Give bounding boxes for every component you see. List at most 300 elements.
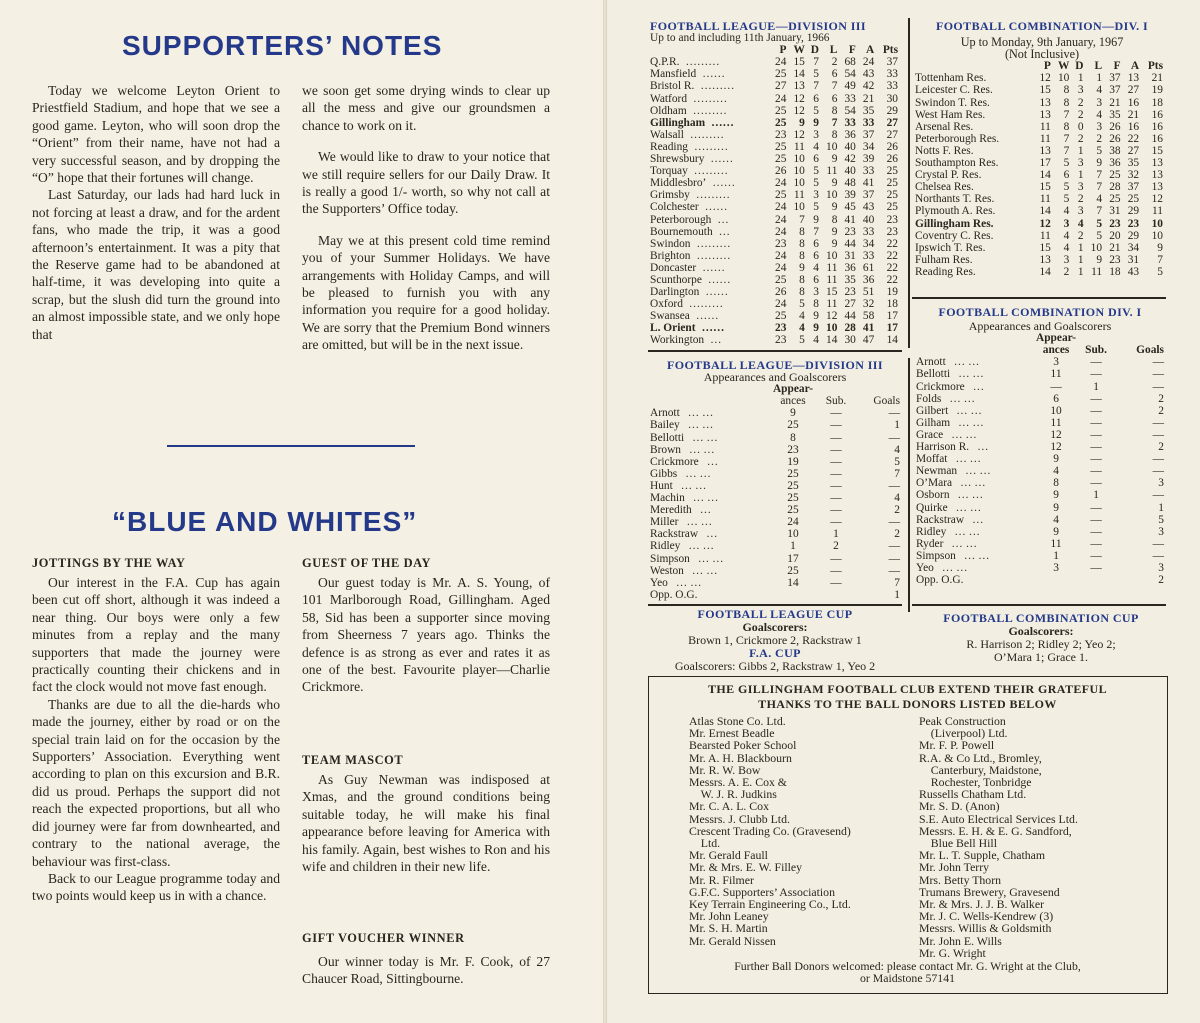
team-label: Fulham Res.	[915, 253, 973, 266]
fa-cup-scorers: Goalscorers: Gibbs 2, Rackstraw 1, Yeo 2	[674, 659, 876, 673]
stat-cell: 8	[831, 213, 838, 226]
stat-cell: 1	[1077, 169, 1084, 182]
stat-cell: 4	[799, 322, 805, 335]
stat-cell: 23	[775, 128, 787, 141]
sub-cell: —	[830, 552, 842, 565]
appearances-cell: 4	[1053, 513, 1059, 526]
sub-cell	[1076, 574, 1116, 586]
sub-cell: —	[830, 419, 842, 432]
leader-dots: … …	[691, 564, 718, 577]
stat-cell: 6	[813, 273, 819, 286]
player-label: Ryder	[916, 537, 944, 550]
stat-cell: 13	[1039, 144, 1051, 157]
sub-header: Sub.	[825, 395, 847, 408]
goals-cell: —	[1152, 537, 1164, 550]
combination-scorers-subtitle: Appearances and Goalscorers	[968, 319, 1112, 334]
goals-cell: 2	[1158, 392, 1164, 405]
leader-dots: … …	[955, 501, 982, 514]
combination-scorers-table	[916, 332, 1164, 586]
team-name	[650, 201, 770, 213]
team-label: Coventry C. Res.	[915, 229, 994, 242]
sub-cell: —	[1090, 453, 1102, 466]
stat-cell: 14	[886, 334, 898, 347]
table-header-cell: F	[1113, 60, 1121, 73]
team-name	[650, 80, 770, 92]
stat-cell: 10	[793, 165, 805, 178]
donor-name: Mr. Gerald Faull	[689, 848, 768, 863]
table-header-cell: L	[1094, 60, 1103, 73]
sub-cell: —	[1090, 525, 1102, 538]
team-name	[650, 177, 770, 189]
sub-cell: —	[830, 407, 842, 420]
league-cup-section	[648, 608, 902, 673]
league-table-section	[650, 20, 902, 347]
donor-name: G.F.C. Supporters’ Association	[689, 884, 835, 899]
player-name	[916, 381, 1036, 393]
scorer-row	[916, 562, 1164, 574]
stat-cell: 27	[1127, 144, 1140, 157]
stat-cell: 24	[775, 177, 787, 190]
goals-cell: 1	[894, 419, 900, 432]
team-name	[650, 189, 770, 201]
goals-cell: 7	[894, 576, 900, 589]
paragraph: Our interest in the F.A. Cup has again been cut off short, although it was indeed a near thing. Our boys were only a few minutes from a replay and the many supporters that made the journey were practically counting their chickens and in fact the clock would not move fast enough.	[32, 575, 280, 695]
divider	[648, 350, 902, 352]
stat-cell: 27	[775, 80, 787, 93]
table-header-cell: A	[1130, 60, 1140, 73]
goals-cell: —	[1152, 416, 1164, 429]
appearances-cell: 10	[787, 528, 799, 541]
player-name	[916, 405, 1036, 417]
player-name	[916, 417, 1036, 429]
player-label: Bellotti	[650, 431, 685, 444]
team-name	[650, 334, 770, 346]
stat-cell: 3	[813, 189, 819, 202]
stat-cell: 8	[799, 225, 805, 238]
sub-cell: —	[1090, 549, 1102, 562]
team-name	[650, 141, 770, 153]
player-name	[916, 550, 1036, 562]
player-label: Harrison R.	[916, 441, 970, 454]
team-label: Reading Res.	[915, 265, 976, 278]
stat-cell: 12	[1039, 217, 1051, 230]
donors-footer-line: or Maidstone 57141	[859, 971, 956, 986]
goals-cell: 3	[1158, 477, 1164, 490]
stat-cell: 36	[862, 273, 875, 286]
table-header-cell: Pts	[882, 44, 898, 57]
team-label: Brighton	[650, 249, 691, 262]
leader-dots: … …	[685, 467, 711, 480]
table-row	[915, 218, 1165, 230]
stat-cell: 11	[826, 273, 838, 286]
appearances-header: ances	[780, 395, 806, 408]
combination-table-title: FOOTBALL COMBINATION—DIV. I	[935, 19, 1149, 33]
player-label: Weston	[650, 564, 684, 577]
stat-cell: 21	[862, 92, 875, 105]
donor-name: Peak Construction	[919, 714, 1006, 728]
team-name	[650, 214, 770, 226]
stat-cell: 32	[1127, 169, 1140, 182]
player-label: Newman	[916, 465, 958, 478]
leader-dots: ………	[693, 140, 729, 153]
stat-cell: 8	[799, 249, 805, 262]
appearances-cell: 9	[790, 407, 796, 420]
leader-dots: ………	[696, 249, 731, 262]
leader-dots: … …	[958, 416, 984, 429]
appearances-cell	[1036, 574, 1076, 586]
donor-name: Mr. J. C. Wells-Kendrew (3)	[919, 909, 1054, 924]
stat-cell: 23	[1127, 217, 1140, 230]
donor-name: Key Terrain Engineering Co., Ltd.	[689, 897, 851, 912]
stat-cell: 12	[793, 92, 805, 105]
stat-cell: 11	[1039, 229, 1051, 242]
stat-cell: 1	[1077, 72, 1084, 85]
player-label: Hunt	[650, 479, 673, 492]
stat-cell: 15	[1039, 241, 1051, 254]
table-row	[650, 141, 900, 153]
donor-name: Trumans Brewery, Gravesend	[919, 884, 1060, 899]
goals-header: Goals	[873, 395, 900, 408]
goals-cell: 5	[894, 455, 900, 468]
player-label: Yeo	[650, 576, 668, 589]
stat-cell: 44	[844, 237, 856, 250]
stat-cell: 23	[775, 322, 787, 335]
team-name	[650, 250, 770, 262]
scorer-row	[916, 514, 1164, 526]
team-name	[650, 129, 770, 141]
stat-cell: 9	[831, 201, 838, 214]
goals-cell: 1	[894, 588, 900, 601]
stat-cell: 33	[886, 68, 898, 81]
scorer-row	[650, 468, 900, 480]
player-label: Opp. O.G.	[650, 588, 698, 601]
appearances-cell: 25	[787, 419, 799, 432]
stat-cell: 10	[1151, 217, 1163, 230]
stat-cell: 4	[1096, 193, 1103, 206]
stat-cell: 26	[775, 165, 787, 178]
stat-cell: 41	[862, 177, 875, 190]
stat-cell: 44	[844, 310, 856, 323]
stat-cell: 23	[886, 225, 898, 238]
stat-cell: 7	[813, 56, 819, 69]
leader-dots: … …	[949, 392, 975, 405]
table-row	[650, 68, 900, 80]
appearances-cell: 9	[1053, 501, 1059, 514]
scorer-row	[650, 504, 900, 516]
stat-cell: 2	[1077, 108, 1084, 121]
jottings-heading: JOTTINGS BY THE WAY	[32, 556, 186, 570]
stat-cell: 17	[886, 310, 898, 323]
leader-dots: … …	[965, 465, 991, 478]
stat-cell: 30	[886, 92, 898, 105]
stat-cell: 4	[1096, 108, 1103, 121]
team-label: Scunthorpe	[650, 273, 702, 286]
supporters-notes-title: SUPPORTERS’ NOTES	[122, 30, 443, 61]
leader-dots: … …	[687, 419, 714, 432]
donors-footer-line: Further Ball Donors welcomed: please contact Mr. G. Wright at the Club,	[734, 959, 1081, 973]
table-row	[915, 145, 1165, 157]
scorer-row	[916, 502, 1164, 514]
stat-cell: 2	[1077, 96, 1084, 109]
league-table	[650, 44, 900, 346]
donors-title-2: THANKS TO THE BALL DONORS LISTED BELOW	[758, 697, 1057, 711]
goals-cell: 4	[894, 443, 900, 456]
stat-cell: 3	[1096, 96, 1103, 109]
divider	[912, 604, 1166, 606]
stat-cell: 7	[831, 116, 838, 129]
scorer-row	[650, 456, 900, 468]
stat-cell: 7	[1096, 181, 1103, 194]
team-name	[650, 56, 770, 68]
appearances-cell: 8	[790, 431, 796, 444]
stat-cell: 49	[844, 80, 856, 93]
stat-cell: 6	[831, 92, 838, 105]
stat-cell: 24	[775, 92, 787, 105]
goals-cell: 3	[1158, 525, 1164, 538]
player-label: Yeo	[916, 561, 934, 574]
table-header-cell: P	[1043, 60, 1051, 73]
stat-cell: 6	[831, 68, 838, 81]
paragraph: Last Saturday, our lads had hard luck in not forcing at least a draw, and for the ardent fans, who made the trip, it was a good afternoon’s entertainment. It was a pity that the Reserve game had to be abandoned at half-time, it was developing into quite a scrap, but the slush did turn the ground into an almost impossible state, and we only hope that	[32, 187, 280, 342]
stat-cell: 9	[831, 237, 838, 250]
donor-name: Crescent Trading Co. (Gravesend)	[689, 823, 851, 838]
player-name	[916, 441, 1036, 453]
leader-dots: … …	[697, 552, 724, 565]
table-row	[915, 97, 1165, 109]
stat-cell: 5	[799, 298, 805, 311]
stat-cell: 36	[844, 261, 856, 274]
appearances-cell	[768, 589, 818, 601]
player-label: Simpson	[916, 549, 956, 562]
stat-cell: 23	[886, 213, 898, 226]
team-label: L. Orient	[650, 322, 696, 335]
donor-name: S.E. Auto Electrical Services Ltd.	[919, 811, 1078, 826]
leader-dots: … …	[941, 561, 968, 574]
goals-cell: —	[888, 540, 900, 553]
team-name	[650, 105, 770, 117]
sub-cell: —	[830, 564, 842, 577]
stat-cell: 34	[862, 140, 875, 153]
stat-cell: 13	[1151, 169, 1163, 182]
appearances-cell: 24	[787, 516, 799, 529]
donor-name: Mr. F. P. Powell	[919, 738, 995, 753]
sub-cell: —	[830, 479, 842, 492]
goals-cell: 2	[1158, 441, 1164, 454]
team-label: Oldham	[650, 104, 687, 117]
stat-cell: 61	[862, 261, 875, 274]
leader-dots: …	[706, 528, 718, 541]
stat-cell: 25	[775, 310, 787, 323]
scorer-row	[650, 540, 900, 552]
paragraph: We would like to draw to your notice that we still require sellers for our Daily Draw. It is really a good 1/- worth, so why not call at the Supporters’ Office today.	[302, 149, 550, 217]
stat-cell: 33	[862, 165, 875, 178]
player-label: Moffat	[916, 453, 948, 466]
stat-cell: 25	[775, 189, 787, 202]
stat-cell: 11	[826, 298, 838, 311]
leader-dots: ……	[695, 310, 719, 323]
stat-cell: 24	[775, 261, 787, 274]
stat-cell: 22	[1127, 132, 1140, 145]
donor-name: Ltd.	[689, 836, 721, 851]
stat-cell: 3	[1096, 120, 1103, 133]
goals-cell: 4	[894, 492, 900, 505]
league-table-title: FOOTBALL LEAGUE—DIVISION III	[650, 19, 866, 33]
stat-cell: 41	[862, 322, 875, 335]
stat-cell: 27	[886, 128, 898, 141]
divider	[648, 604, 902, 606]
stat-cell: 26	[1109, 132, 1121, 145]
leader-dots: …	[972, 513, 984, 526]
stat-cell: 15	[1151, 144, 1163, 157]
stat-cell: 2	[1077, 193, 1084, 206]
leader-dots: ………	[685, 56, 720, 69]
leader-dots: ……	[702, 261, 725, 274]
stat-cell: 6	[813, 153, 819, 166]
stat-cell: 11	[1152, 205, 1163, 218]
stat-cell: 7	[1063, 132, 1070, 145]
team-label: Swansea	[650, 310, 690, 323]
donor-name: Mr. John Leaney	[689, 909, 769, 924]
table-header-cell: W	[793, 44, 805, 57]
stat-cell: 20	[1109, 229, 1121, 242]
stat-cell: 4	[1063, 205, 1070, 218]
player-name	[650, 565, 768, 577]
scorer-row	[650, 419, 900, 431]
sub-cell: —	[1090, 465, 1102, 478]
player-label: Miller	[650, 516, 679, 529]
combination-subtitle-1: Up to Monday, 9th January, 1967	[960, 35, 1124, 50]
team-label: Q.P.R.	[650, 56, 680, 69]
leader-dots: …	[699, 504, 712, 517]
sub-cell: —	[1090, 501, 1102, 514]
team-name	[915, 133, 1034, 145]
stat-cell: 15	[826, 286, 838, 299]
table-row	[650, 286, 900, 298]
stat-cell: 29	[1127, 229, 1140, 242]
appearances-cell: 12	[1050, 428, 1062, 441]
table-row	[650, 80, 900, 92]
player-name	[650, 553, 768, 565]
player-label: Ridley	[916, 525, 947, 538]
stat-cell: 37	[862, 189, 875, 202]
stat-cell: 26	[775, 286, 787, 299]
goals-cell: —	[1152, 453, 1164, 466]
table-row	[915, 205, 1165, 217]
donor-name: Mr. G. Wright	[919, 945, 986, 960]
team-name	[650, 310, 770, 322]
paragraph: May we at this present cold time remind you of your Summer Holidays. We have arrangements with Holiday Camps, and will be pleased to furnish you with any information you require for a good holiday. We are sorry that the Premium Bond winners are omitted, but will be in the next issue.	[302, 232, 550, 353]
scorer-row	[916, 356, 1164, 368]
appearances-cell: 25	[787, 564, 799, 577]
player-name	[916, 393, 1036, 405]
stat-cell: 12	[793, 128, 805, 141]
donor-name: Mr. & Mrs. J. J. B. Walker	[919, 897, 1044, 912]
leader-dots: …	[710, 334, 722, 347]
stat-cell: 34	[1127, 241, 1140, 254]
stat-cell: 21	[1109, 241, 1121, 254]
leader-dots: … …	[956, 404, 982, 417]
sub-cell: —	[1090, 477, 1102, 490]
stat-cell: 25	[886, 189, 898, 202]
stat-cell: 43	[1127, 265, 1140, 278]
stat-cell: 34	[862, 237, 875, 250]
stat-cell: 23	[844, 286, 856, 299]
goals-cell: 7	[894, 467, 900, 480]
stat-cell: 5	[813, 165, 819, 178]
goals-cell: —	[1152, 465, 1164, 478]
stat-cell: 18	[1151, 96, 1163, 109]
appearances-cell: 1	[790, 540, 796, 553]
table-header-cell: F	[848, 44, 856, 57]
sub-cell: —	[1090, 537, 1102, 550]
stat-cell: 8	[1063, 120, 1070, 133]
appearances-cell: —	[1050, 380, 1062, 393]
donor-name: Mr. L. T. Supple, Chatham	[919, 848, 1046, 863]
donors-title-1: THE GILLINGHAM FOOTBALL CLUB EXTEND THEIR GRATEFUL	[708, 682, 1107, 696]
stat-cell: 11	[826, 261, 838, 274]
stat-cell: 16	[1151, 132, 1163, 145]
stat-cell: 5	[1096, 217, 1103, 230]
sub-cell: 2	[833, 540, 839, 553]
player-name	[650, 589, 768, 601]
stat-cell: 40	[844, 165, 856, 178]
scorer-row	[650, 492, 900, 504]
sub-cell: 1	[1093, 489, 1099, 502]
table-row	[650, 93, 900, 105]
appearances-cell: 1	[1053, 549, 1059, 562]
appearances-cell: 17	[787, 552, 799, 565]
leader-dots: ……	[707, 273, 731, 286]
stat-cell: 10	[1151, 229, 1163, 242]
stat-cell: 25	[775, 104, 787, 117]
table-row	[650, 165, 900, 177]
player-label: O’Mara	[916, 477, 953, 490]
stat-cell: 29	[886, 104, 898, 117]
leader-dots: ……	[701, 322, 725, 335]
team-label: Southampton Res.	[915, 157, 999, 170]
goals-cell: 2	[1158, 574, 1164, 587]
stat-cell: 5	[813, 104, 819, 117]
player-label: Osborn	[916, 489, 950, 502]
stat-cell: 25	[1109, 169, 1121, 182]
stat-cell: 23	[844, 225, 856, 238]
league-table-subtitle: Up to and including 11th January, 1966	[650, 32, 830, 45]
stat-cell: 24	[775, 56, 787, 69]
stat-cell: 25	[775, 140, 787, 153]
stat-cell: 4	[1096, 84, 1103, 97]
stat-cell: 3	[813, 286, 819, 299]
stat-cell: 16	[1127, 120, 1140, 133]
stat-cell: 31	[1109, 205, 1121, 218]
player-name	[916, 514, 1036, 526]
goals-cell: 2	[894, 504, 900, 517]
team-label: Tottenham Res.	[915, 72, 987, 85]
donor-name: Mr. John E. Wills	[919, 933, 1002, 948]
donors-list-right	[919, 715, 1159, 959]
team-label: Gillingham	[650, 116, 706, 129]
player-name	[650, 540, 768, 552]
appearances-cell: 25	[787, 479, 799, 492]
table-row	[915, 169, 1165, 181]
stat-cell: 39	[862, 153, 875, 166]
scorer-row	[650, 444, 900, 456]
scorer-row	[916, 381, 1164, 393]
donor-name: Messrs. A. E. Cox &	[689, 775, 787, 790]
team-name	[915, 157, 1034, 169]
supporters-col-1	[32, 82, 280, 343]
stat-cell: 4	[1063, 241, 1070, 254]
goals-cell: —	[1152, 428, 1164, 441]
